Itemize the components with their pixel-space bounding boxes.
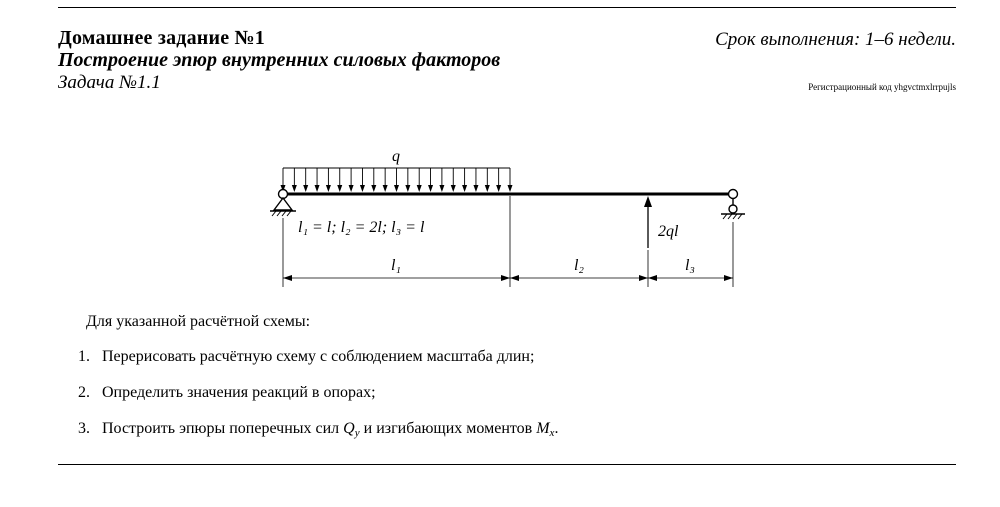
load-arrow-head	[371, 185, 376, 192]
force-label: 2ql	[658, 223, 679, 240]
task-list	[78, 348, 558, 456]
task-item-number: 3.	[78, 420, 90, 437]
bending-moment-subscript: x	[549, 427, 555, 439]
task-item	[78, 384, 558, 420]
task-item	[78, 420, 558, 456]
task-item-number: 2.	[78, 384, 90, 401]
extension-lines	[283, 196, 733, 287]
load-arrow-head	[451, 185, 456, 192]
dim-label-l2: l₂	[573, 257, 585, 274]
load-arrow-head	[428, 185, 433, 192]
load-arrow-head	[508, 185, 513, 192]
task-number: Задача №1.1	[58, 72, 161, 93]
concentrated-force	[644, 196, 679, 248]
load-arrow-head	[485, 185, 490, 192]
distributed-load	[281, 148, 513, 192]
load-arrow-head	[383, 185, 388, 192]
load-arrow-head	[496, 185, 501, 192]
task-item	[78, 348, 558, 384]
task-item-text: Определить значения реакций в опорах;	[102, 384, 376, 401]
load-arrow-head	[303, 185, 308, 192]
load-arrow-head	[292, 185, 297, 192]
load-arrow-head	[417, 185, 422, 192]
task-item-text-end: .	[554, 420, 559, 437]
load-arrow-head	[337, 185, 342, 192]
bending-moment-symbol: M	[536, 420, 550, 437]
dim-label-l3: l₃	[684, 257, 696, 274]
load-arrow-head	[462, 185, 467, 192]
shear-force-symbol: Q	[343, 420, 355, 437]
task-item-text: Перерисовать расчётную схему с соблюдением масштаба длин;	[102, 348, 535, 365]
task-item-number: 1.	[78, 348, 90, 365]
homework-title: Домашнее задание №1	[58, 27, 266, 49]
dim-label-l1: l₁	[390, 257, 402, 274]
load-arrow-head	[315, 185, 320, 192]
load-arrow-head	[360, 185, 365, 192]
registration-code: Регистрационный код yhgvctmxlrrpujls	[808, 82, 956, 92]
intro-text: Для указанной расчётной схемы:	[86, 313, 311, 330]
deadline: Срок выполнения: 1–6 недели.	[715, 29, 956, 50]
shear-force-subscript: y	[354, 427, 360, 439]
homework-subtitle: Построение эпюр внутренних силовых факторов	[58, 49, 501, 71]
load-arrow-head	[473, 185, 478, 192]
load-arrow-head	[405, 185, 410, 192]
bottom-rule	[58, 464, 956, 465]
task-item-text-mid: и изгибающих моментов	[359, 420, 537, 437]
load-arrow-head	[439, 185, 444, 192]
dimension-line	[283, 257, 733, 281]
load-arrows	[281, 168, 513, 192]
load-arrow-head	[394, 185, 399, 192]
load-arrow-head	[326, 185, 331, 192]
lengths-formula: l₁ = l; l₂ = 2l; l₃ = l	[298, 219, 425, 236]
load-label: q	[392, 148, 400, 165]
task-item-text: Построить эпюры поперечных сил	[102, 420, 344, 437]
load-arrow-head	[349, 185, 354, 192]
